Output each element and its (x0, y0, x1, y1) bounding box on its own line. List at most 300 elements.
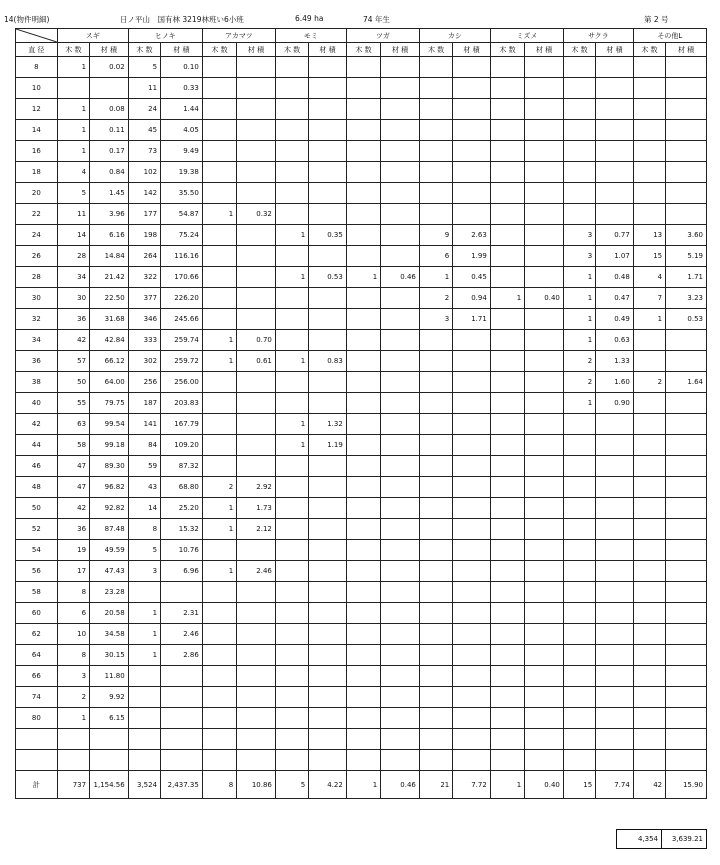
table-row (16, 288, 707, 309)
table-row (16, 435, 707, 456)
count-cell (202, 372, 236, 393)
count-cell (490, 708, 524, 729)
table-row (16, 99, 707, 120)
volume-cell (90, 78, 129, 99)
count-cell (633, 435, 665, 456)
volume-cell (381, 372, 420, 393)
table-row (16, 729, 707, 750)
count-cell (633, 498, 665, 519)
volume-cell (381, 519, 420, 540)
count-cell: 1 (275, 414, 308, 435)
volume-cell (525, 645, 564, 666)
volume-cell: 14.84 (90, 246, 129, 267)
volume-cell: 15.32 (161, 519, 203, 540)
count-cell (633, 519, 665, 540)
volume-cell (453, 624, 491, 645)
count-cell (419, 330, 452, 351)
volume-cell: 11.80 (90, 666, 129, 687)
count-cell (346, 414, 380, 435)
volume-cell (666, 624, 707, 645)
volume-cell (666, 750, 707, 771)
count-cell (419, 372, 452, 393)
count-cell: 36 (57, 309, 89, 330)
volume-cell (453, 708, 491, 729)
count-cell (633, 204, 665, 225)
count-cell (563, 582, 595, 603)
count-cell: 42 (57, 498, 89, 519)
volume-cell (525, 183, 564, 204)
count-cell: 1 (563, 309, 595, 330)
volume-cell: 116.16 (161, 246, 203, 267)
count-cell: 2 (57, 687, 89, 708)
volume-cell (237, 603, 276, 624)
table-row (16, 225, 707, 246)
volume-cell (525, 582, 564, 603)
count-cell (275, 708, 308, 729)
count-cell (563, 561, 595, 582)
table-row (16, 561, 707, 582)
diameter-cell: 16 (16, 141, 58, 162)
volume-cell: 1.64 (666, 372, 707, 393)
volume-cell: 245.66 (161, 309, 203, 330)
volume-cell: 0.53 (666, 309, 707, 330)
table-row (16, 351, 707, 372)
count-cell (563, 540, 595, 561)
count-cell (346, 750, 380, 771)
count-cell: 11 (57, 204, 89, 225)
volume-cell (666, 351, 707, 372)
volume-cell: 1.07 (596, 246, 634, 267)
volume-cell (453, 687, 491, 708)
volume-cell (596, 603, 634, 624)
total-volume-cell: 4.22 (309, 771, 347, 799)
volume-cell: 0.61 (237, 351, 276, 372)
volume-cell: 25.20 (161, 498, 203, 519)
count-cell (128, 708, 160, 729)
count-cell (633, 120, 665, 141)
count-cell (275, 540, 308, 561)
total-volume-cell: 2,437.35 (161, 771, 203, 799)
count-cell (490, 561, 524, 582)
volume-cell (309, 183, 347, 204)
volume-cell (309, 141, 347, 162)
table-row (16, 393, 707, 414)
volume-cell: 3.96 (90, 204, 129, 225)
volume-header: 材 積 (596, 43, 634, 57)
count-cell (57, 729, 89, 750)
count-cell: 7 (633, 288, 665, 309)
table-row (16, 456, 707, 477)
count-cell (202, 414, 236, 435)
volume-cell (453, 57, 491, 78)
volume-cell: 0.32 (237, 204, 276, 225)
count-cell (633, 645, 665, 666)
volume-cell (381, 162, 420, 183)
count-cell (346, 666, 380, 687)
count-cell (633, 351, 665, 372)
count-cell (275, 78, 308, 99)
location-label: 日ノ平山 国有林 3219林班い6小班 (120, 15, 244, 24)
volume-cell: 226.20 (161, 288, 203, 309)
total-count-cell: 15 (563, 771, 595, 799)
count-cell (490, 540, 524, 561)
volume-cell: 68.80 (161, 477, 203, 498)
corner-cell (16, 29, 58, 43)
count-cell (275, 456, 308, 477)
volume-cell (596, 729, 634, 750)
volume-cell (453, 477, 491, 498)
total-count-cell: 21 (419, 771, 452, 799)
volume-cell (309, 603, 347, 624)
table-row (16, 519, 707, 540)
count-cell (346, 435, 380, 456)
volume-cell (666, 498, 707, 519)
count-cell (346, 582, 380, 603)
volume-cell (666, 603, 707, 624)
volume-cell (309, 393, 347, 414)
volume-cell (666, 477, 707, 498)
volume-cell (381, 708, 420, 729)
count-cell (202, 645, 236, 666)
count-cell (563, 477, 595, 498)
volume-cell: 0.17 (90, 141, 129, 162)
age-label: 74 年生 (363, 15, 390, 24)
volume-cell (525, 393, 564, 414)
volume-cell: 10.76 (161, 540, 203, 561)
count-cell (490, 603, 524, 624)
count-cell: 256 (128, 372, 160, 393)
volume-cell (525, 519, 564, 540)
count-cell (490, 729, 524, 750)
volume-cell (381, 435, 420, 456)
volume-cell (666, 393, 707, 414)
count-cell (275, 624, 308, 645)
count-cell: 9 (419, 225, 452, 246)
table-row (16, 645, 707, 666)
total-volume-cell: 7.74 (596, 771, 634, 799)
count-cell: 1 (563, 267, 595, 288)
count-cell: 1 (563, 393, 595, 414)
count-cell (563, 414, 595, 435)
volume-cell (381, 729, 420, 750)
count-cell: 6 (57, 603, 89, 624)
count-cell (490, 750, 524, 771)
table-row (16, 141, 707, 162)
volume-cell (309, 330, 347, 351)
count-cell: 30 (57, 288, 89, 309)
count-cell: 3 (419, 309, 452, 330)
volume-cell (237, 288, 276, 309)
count-cell (490, 99, 524, 120)
volume-cell (666, 162, 707, 183)
volume-cell (525, 330, 564, 351)
volume-cell (381, 603, 420, 624)
diameter-cell: 22 (16, 204, 58, 225)
diameter-cell: 30 (16, 288, 58, 309)
count-cell (633, 708, 665, 729)
volume-cell (525, 687, 564, 708)
count-cell (419, 435, 452, 456)
count-cell (128, 729, 160, 750)
count-cell (490, 351, 524, 372)
volume-cell (666, 708, 707, 729)
volume-cell (666, 414, 707, 435)
volume-cell (453, 540, 491, 561)
volume-cell (596, 456, 634, 477)
volume-cell (381, 204, 420, 225)
count-cell (633, 687, 665, 708)
count-cell (633, 477, 665, 498)
count-cell: 8 (128, 519, 160, 540)
volume-cell (666, 141, 707, 162)
count-cell (490, 267, 524, 288)
volume-cell (309, 372, 347, 393)
count-cell (419, 456, 452, 477)
count-cell (346, 288, 380, 309)
volume-cell (309, 624, 347, 645)
volume-cell (666, 729, 707, 750)
count-header: 木 数 (419, 43, 452, 57)
volume-cell: 6.16 (90, 225, 129, 246)
volume-cell: 0.47 (596, 288, 634, 309)
count-cell: 55 (57, 393, 89, 414)
volume-cell (666, 645, 707, 666)
volume-cell: 1.45 (90, 183, 129, 204)
count-cell (346, 57, 380, 78)
volume-cell (309, 561, 347, 582)
count-cell (346, 141, 380, 162)
volume-cell: 1.19 (309, 435, 347, 456)
diameter-cell: 44 (16, 435, 58, 456)
count-cell: 187 (128, 393, 160, 414)
volume-cell (525, 267, 564, 288)
volume-cell (525, 225, 564, 246)
volume-cell: 47.43 (90, 561, 129, 582)
count-cell: 19 (57, 540, 89, 561)
volume-cell (666, 561, 707, 582)
volume-cell: 92.82 (90, 498, 129, 519)
diameter-cell: 26 (16, 246, 58, 267)
diameter-cell: 50 (16, 498, 58, 519)
volume-cell (525, 120, 564, 141)
volume-cell (381, 78, 420, 99)
count-cell: 73 (128, 141, 160, 162)
volume-cell: 23.28 (90, 582, 129, 603)
volume-cell: 99.18 (90, 435, 129, 456)
count-cell (275, 519, 308, 540)
count-cell (275, 183, 308, 204)
table-row (16, 372, 707, 393)
volume-cell (381, 57, 420, 78)
count-cell (490, 498, 524, 519)
count-cell (202, 750, 236, 771)
volume-cell: 0.53 (309, 267, 347, 288)
volume-cell (666, 204, 707, 225)
count-cell: 1 (275, 351, 308, 372)
count-cell: 10 (57, 624, 89, 645)
count-cell (275, 603, 308, 624)
total-volume-cell: 10.86 (237, 771, 276, 799)
volume-cell: 49.59 (90, 540, 129, 561)
count-cell (275, 246, 308, 267)
count-cell (490, 393, 524, 414)
volume-cell: 1.60 (596, 372, 634, 393)
count-cell (490, 666, 524, 687)
volume-cell: 2.92 (237, 477, 276, 498)
volume-cell (525, 162, 564, 183)
count-cell: 59 (128, 456, 160, 477)
count-cell: 322 (128, 267, 160, 288)
count-cell (490, 435, 524, 456)
diameter-cell: 60 (16, 603, 58, 624)
volume-cell: 89.30 (90, 456, 129, 477)
species-header: アカマツ (202, 29, 275, 43)
count-cell (275, 309, 308, 330)
total-count-cell: 1 (490, 771, 524, 799)
volume-cell: 0.94 (453, 288, 491, 309)
count-cell (202, 183, 236, 204)
count-cell (346, 78, 380, 99)
count-cell: 3 (57, 666, 89, 687)
volume-cell (381, 540, 420, 561)
volume-cell (237, 183, 276, 204)
volume-cell (381, 120, 420, 141)
volume-cell: 21.42 (90, 267, 129, 288)
count-cell (490, 687, 524, 708)
count-cell (128, 582, 160, 603)
volume-cell (453, 729, 491, 750)
volume-cell (309, 477, 347, 498)
count-cell: 34 (57, 267, 89, 288)
volume-cell (666, 57, 707, 78)
volume-cell (596, 435, 634, 456)
count-cell (346, 603, 380, 624)
count-cell: 1 (202, 561, 236, 582)
count-cell (346, 729, 380, 750)
species-header: スギ (57, 29, 128, 43)
count-cell (563, 498, 595, 519)
volume-cell (237, 57, 276, 78)
count-cell (563, 78, 595, 99)
diameter-cell: 8 (16, 57, 58, 78)
volume-cell (596, 57, 634, 78)
volume-cell (237, 99, 276, 120)
species-header: ミズメ (490, 29, 563, 43)
count-cell (202, 624, 236, 645)
total-count-cell: 3,524 (128, 771, 160, 799)
count-cell (633, 57, 665, 78)
table-row (16, 204, 707, 225)
count-cell: 2 (202, 477, 236, 498)
volume-cell (309, 162, 347, 183)
count-cell (275, 750, 308, 771)
volume-cell (525, 99, 564, 120)
table-row (16, 666, 707, 687)
table-row (16, 498, 707, 519)
species-header-row (16, 29, 707, 43)
volume-cell (525, 561, 564, 582)
count-cell (633, 540, 665, 561)
volume-cell (309, 750, 347, 771)
diameter-cell: 12 (16, 99, 58, 120)
count-cell: 1 (490, 288, 524, 309)
volume-header: 材 積 (237, 43, 276, 57)
volume-cell (525, 540, 564, 561)
volume-cell (453, 498, 491, 519)
count-cell (633, 78, 665, 99)
count-cell (202, 246, 236, 267)
volume-cell (525, 624, 564, 645)
count-cell (202, 309, 236, 330)
count-cell (275, 477, 308, 498)
volume-cell (381, 477, 420, 498)
count-cell (275, 162, 308, 183)
volume-cell (453, 750, 491, 771)
volume-cell: 6.96 (161, 561, 203, 582)
count-cell: 1 (563, 330, 595, 351)
count-cell (633, 414, 665, 435)
volume-cell (381, 225, 420, 246)
count-cell: 84 (128, 435, 160, 456)
volume-cell: 0.77 (596, 225, 634, 246)
table-row (16, 540, 707, 561)
volume-cell (237, 246, 276, 267)
volume-cell: 96.82 (90, 477, 129, 498)
volume-header: 材 積 (453, 43, 491, 57)
volume-cell (309, 120, 347, 141)
diameter-cell: 38 (16, 372, 58, 393)
count-cell (563, 141, 595, 162)
volume-cell (237, 750, 276, 771)
volume-cell (453, 162, 491, 183)
diameter-cell: 64 (16, 645, 58, 666)
volume-cell: 2.86 (161, 645, 203, 666)
volume-cell (525, 57, 564, 78)
count-cell: 3 (128, 561, 160, 582)
count-cell (419, 540, 452, 561)
volume-cell (90, 729, 129, 750)
count-cell: 5 (57, 183, 89, 204)
count-cell (346, 204, 380, 225)
diameter-cell: 48 (16, 477, 58, 498)
count-cell: 43 (128, 477, 160, 498)
volume-cell: 170.66 (161, 267, 203, 288)
count-cell: 1 (275, 267, 308, 288)
volume-header: 材 積 (309, 43, 347, 57)
species-header: その他L (633, 29, 706, 43)
count-cell (419, 477, 452, 498)
volume-cell (596, 99, 634, 120)
count-cell: 58 (57, 435, 89, 456)
volume-cell: 0.84 (90, 162, 129, 183)
count-cell (563, 687, 595, 708)
count-cell: 13 (633, 225, 665, 246)
count-cell (346, 309, 380, 330)
count-cell (490, 120, 524, 141)
count-cell: 6 (419, 246, 452, 267)
volume-cell (381, 624, 420, 645)
volume-cell (161, 687, 203, 708)
volume-cell: 0.63 (596, 330, 634, 351)
grand-total-box (616, 829, 707, 849)
volume-cell (381, 288, 420, 309)
table-row (16, 120, 707, 141)
count-cell (275, 561, 308, 582)
total-volume-cell: 1,154.56 (90, 771, 129, 799)
count-cell (633, 750, 665, 771)
count-cell: 1 (633, 309, 665, 330)
count-cell: 177 (128, 204, 160, 225)
